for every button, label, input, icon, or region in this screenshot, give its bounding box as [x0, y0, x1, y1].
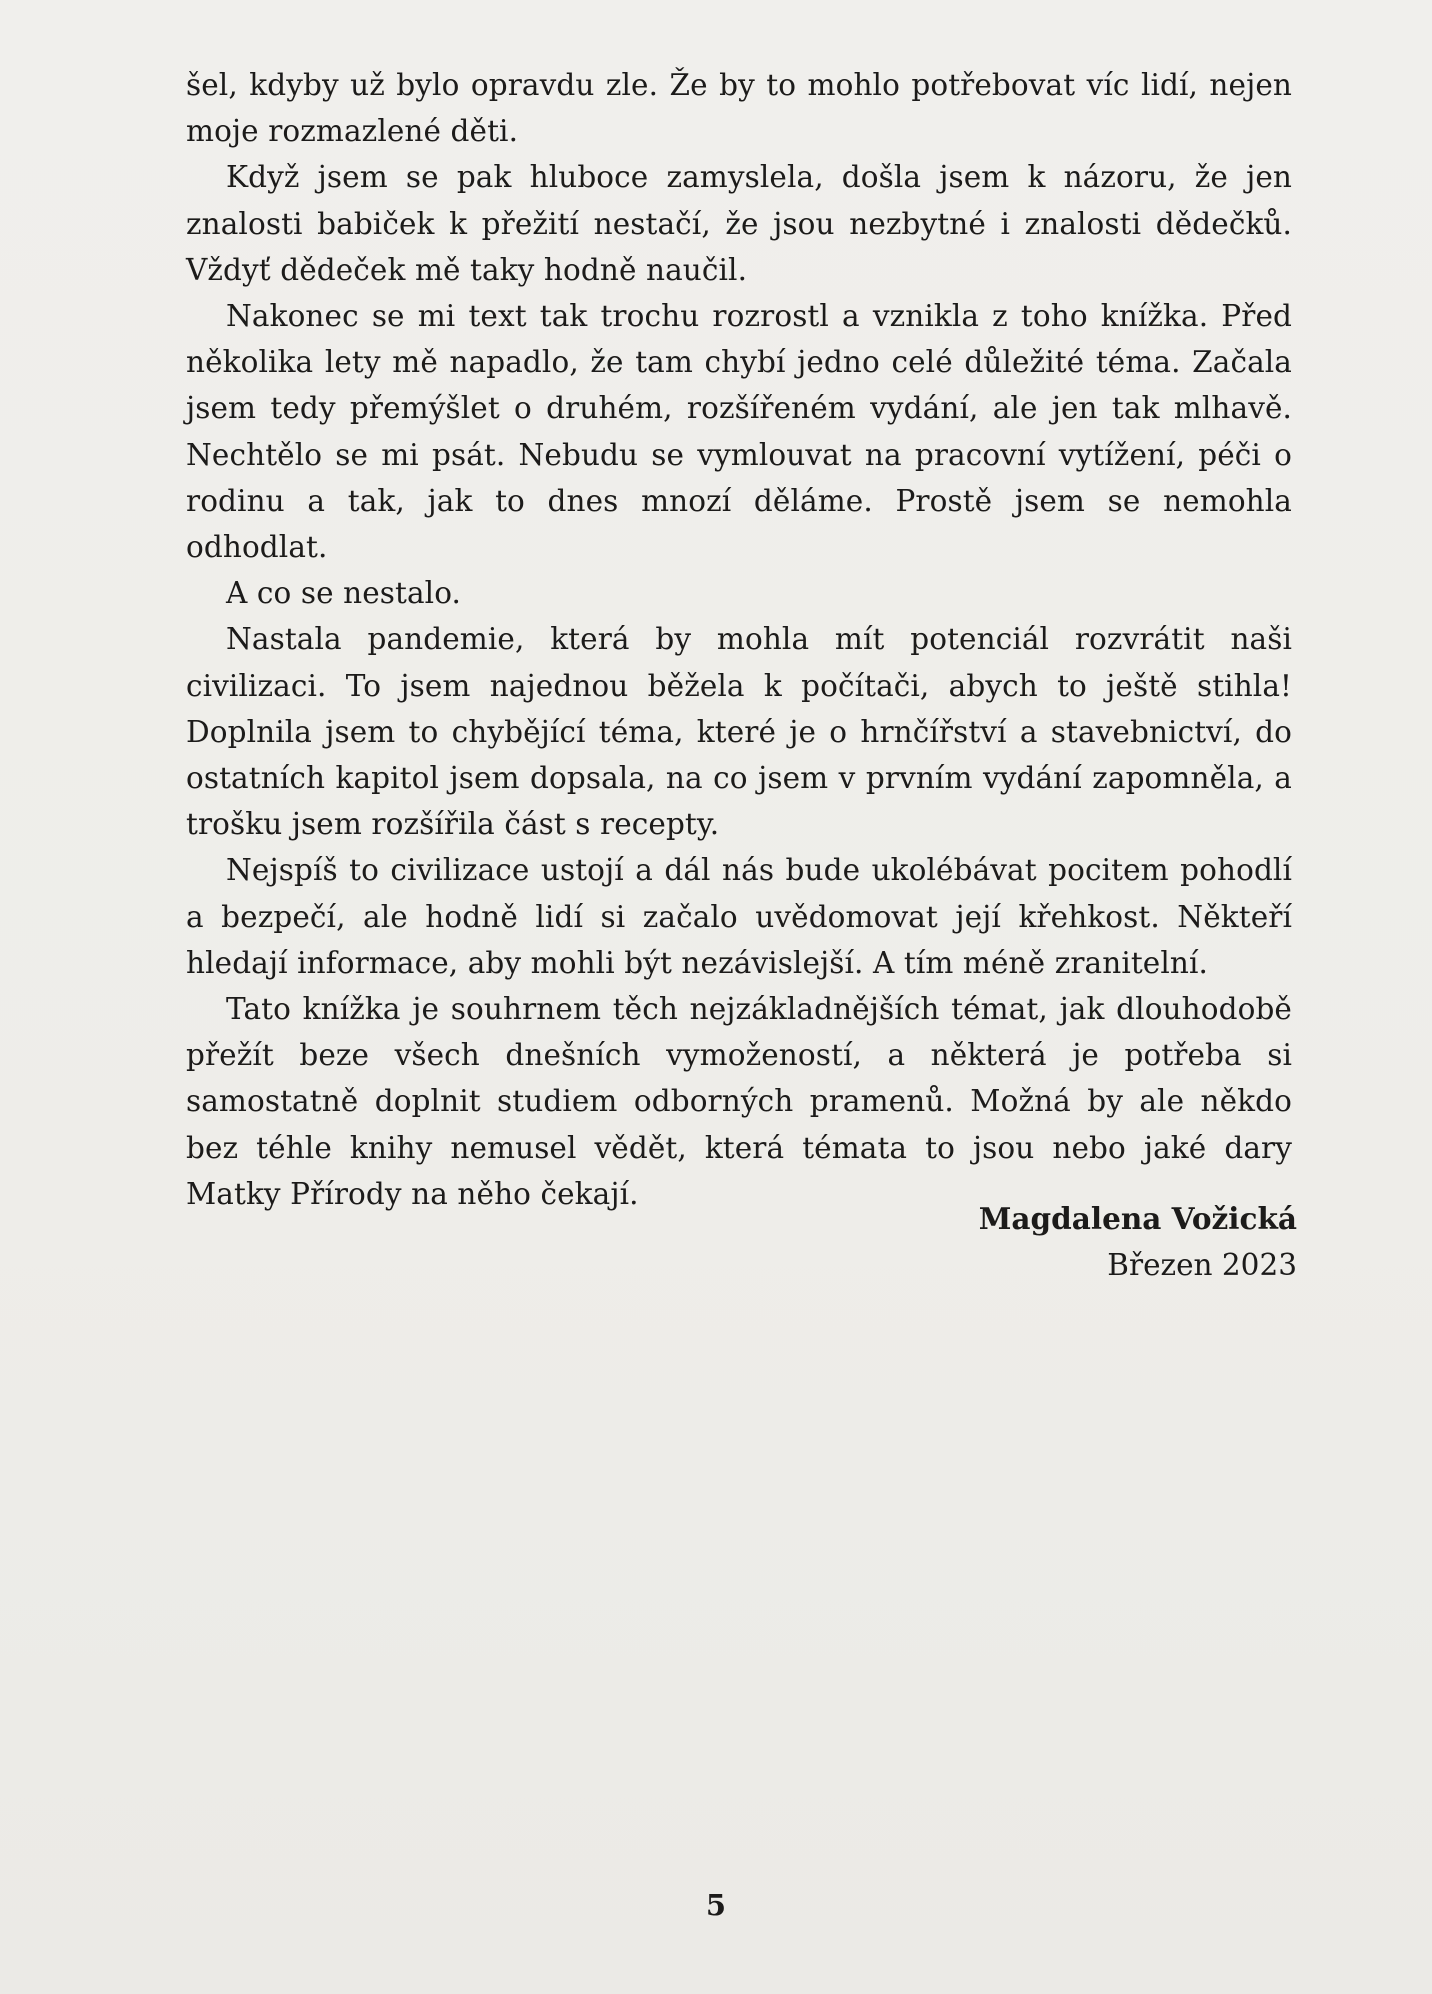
body-text: [186, 62, 1292, 1217]
signature-date: Březen 2023: [1107, 1248, 1297, 1282]
signature-block: [979, 1196, 1297, 1288]
paragraph: šel, kdyby už bylo opravdu zle. Že by to mohlo potřebovat víc lidí, nejen moje rozmazlené děti.: [186, 68, 1292, 149]
paragraph: Tato knížka je souhrnem těch nejzákladnějších témat, jak dlouhodobě přežít beze všech dnešních vymožeností, a některá je potřeba si samostatně doplnit studiem odborných pramenů. Možná by ale někdo bez téhle knihy nemusel vědět, která témata to jsou nebo jaké dary Matky Přírody na něho čekají.: [186, 992, 1292, 1211]
page-number: 5: [705, 1888, 727, 1922]
paragraph: Nastala pandemie, která by mohla mít potenciál rozvrátit naši civilizaci. To jsem najednou běžela k počítači, abych to ještě stihla! Doplnila jsem to chybějící téma, které je o hrnčířství a stavebnictví, do ostatních kapitol jsem dopsala, na co jsem v prvním vydání zapomněla, a trošku jsem rozšířila část s recepty.: [186, 622, 1292, 842]
author-name: Magdalena Vožická: [978, 1201, 1297, 1236]
paragraph: A co se nestalo.: [226, 576, 462, 611]
paragraph: Když jsem se pak hluboce zamyslela, došla jsem k názoru, že jen znalosti babiček k přežití nestačí, že jsou nezbytné i znalosti dědečků. Vždyť dědeček mě taky hodně naučil.: [186, 160, 1292, 287]
paragraph: Nejspíš to civilizace ustojí a dál nás bude ukolébávat pocitem pohodlí a bezpečí, ale hodně lidí si začalo uvědomovat její křehkost. Někteří hledají informace, aby mohli být nezávislejší. A tím méně zranitelní.: [186, 853, 1292, 980]
paragraph: Nakonec se mi text tak trochu rozrostl a vznikla z toho knížka. Před několika lety mě napadlo, že tam chybí jedno celé důležité téma. Začala jsem tedy přemýšlet o druhém, rozšířeném vydání, ale jen tak mlhavě. Nechtělo se mi psát. Nebudu se vymlouvat na pracovní vytížení, péči o rodinu a tak, jak to dnes mnozí děláme. Prostě jsem se nemohla odhodlat.: [186, 299, 1292, 565]
